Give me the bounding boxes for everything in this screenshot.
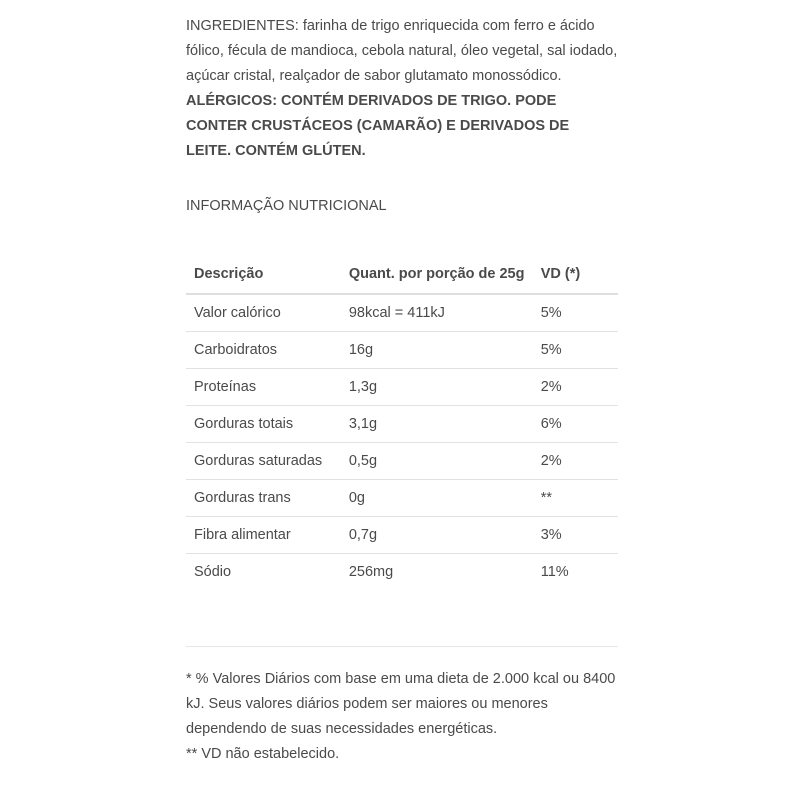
row-quantity: 3,1g [341, 406, 533, 443]
row-daily-value: 2% [533, 443, 618, 480]
table-header-row [186, 255, 618, 294]
row-quantity: 256mg [348, 564, 394, 580]
row-quantity: 1,3g [341, 369, 533, 406]
row-daily-value: 6% [533, 406, 618, 443]
row-quantity: 0,7g [341, 517, 533, 554]
row-quantity: 0g [341, 480, 533, 517]
row-daily-value: 5% [533, 294, 618, 332]
table-row [186, 443, 618, 480]
table-row [186, 480, 618, 517]
nutrition-title: INFORMAÇÃO NUTRICIONAL [186, 198, 387, 214]
product-info [186, 14, 618, 767]
table-row [186, 294, 618, 332]
footnote-divider [186, 646, 618, 647]
table-row [186, 332, 618, 369]
ingredients-text: INGREDIENTES: farinha de trigo enriquecida com ferro e ácido fólico, fécula de mandioca, cebola natural, óleo vegetal, sal iodado, açúcar cristal, realçador de sabor glutamato monossódico. [186, 18, 618, 84]
row-quantity: 98kcal = 411kJ [341, 294, 533, 332]
row-description: Valor calórico [186, 294, 341, 332]
table-row [186, 517, 618, 554]
header-daily-value: VD (*) [533, 255, 618, 294]
row-description: Gorduras saturadas [186, 443, 341, 480]
daily-values-footnote: * % Valores Diários com base em uma dieta de 2.000 kcal ou 8400 kJ. Seus valores diários podem ser maiores ou menores dependendo de suas necessidades energéticas. [186, 671, 616, 737]
table-row [186, 406, 618, 443]
row-daily-value: 2% [533, 369, 618, 406]
row-description: Gorduras trans [186, 480, 341, 517]
row-quantity: 16g [341, 332, 533, 369]
row-daily-value: ** [533, 480, 618, 517]
header-quantity: Quant. por porção de 25g [341, 255, 533, 294]
row-daily-value: 11% [540, 564, 569, 580]
row-description: Proteínas [186, 369, 341, 406]
header-description: Descrição [186, 255, 341, 294]
row-description: Sódio [194, 564, 232, 580]
row-description: Gorduras totais [186, 406, 341, 443]
table-row [186, 554, 618, 591]
table-row [186, 369, 618, 406]
row-quantity: 0,5g [341, 443, 533, 480]
row-description: Fibra alimentar [186, 517, 341, 554]
row-daily-value: 5% [533, 332, 618, 369]
row-description: Carboidratos [186, 332, 341, 369]
allergens-warning: ALÉRGICOS: CONTÉM DERIVADOS DE TRIGO. PODE CONTER CRUSTÁCEOS (CAMARÃO) E DERIVADOS DE LEITE. CONTÉM GLÚTEN. [186, 93, 570, 159]
nutrition-table [186, 255, 618, 590]
not-established-footnote: ** VD não estabelecido. [186, 746, 340, 762]
row-daily-value: 3% [533, 517, 618, 554]
